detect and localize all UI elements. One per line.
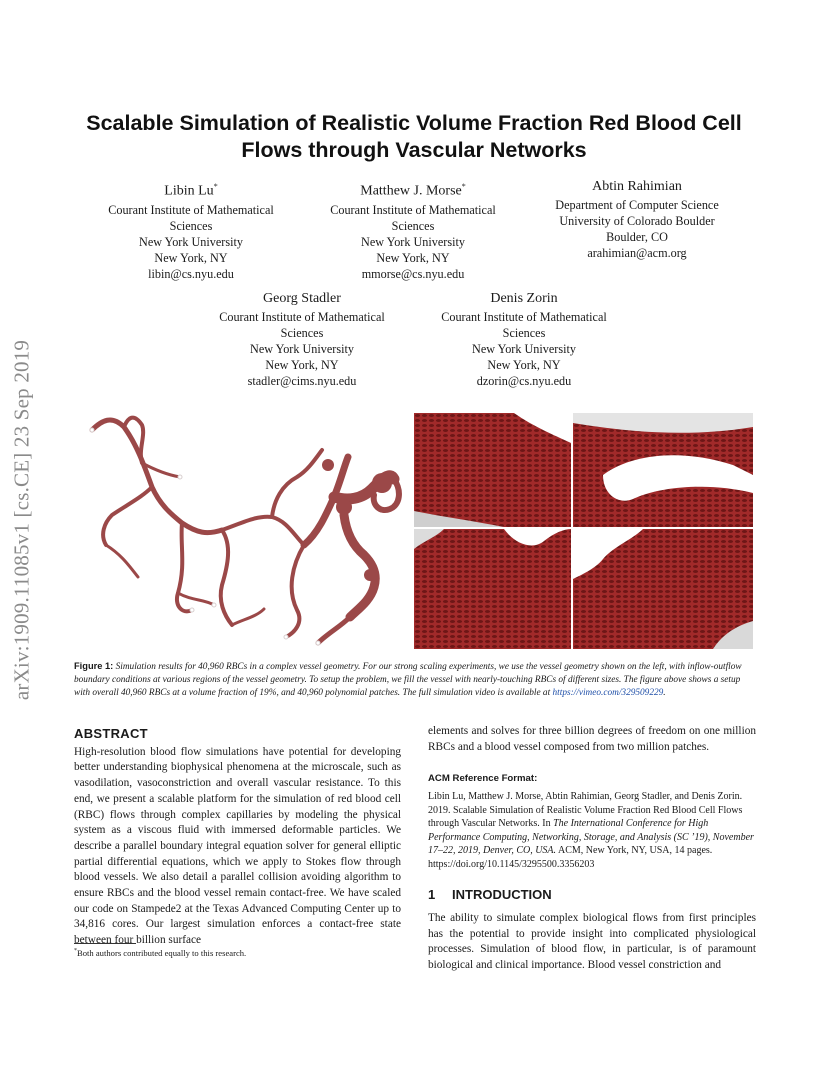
figure-1: [82, 405, 754, 649]
author-email: libin@cs.nyu.edu: [148, 266, 234, 281]
abstract-continued: elements and solves for three billion degrees of freedom on one million RBCs and a blood vessel composed from two million patches.: [428, 725, 756, 753]
title-line-1: Scalable Simulation of Realistic Volume Fraction Red Blood Cell: [86, 111, 742, 135]
author-email: mmorse@cs.nyu.edu: [361, 266, 465, 281]
paper-title: [60, 110, 768, 164]
rbc-closeup-top-left: [414, 413, 571, 527]
title-line-2: Flows through Vascular Networks: [241, 138, 587, 162]
figure-caption: Figure 1: Simulation results for 40,960 RBCs in a complex vessel geometry. For our strong scaling experiments, we use the vessel geometry shown on the left, with inflow-outflow boundary conditions at various regions of the vessel geometry. To setup the problem, we fill the vessel with nearly-touching RBCs of different sizes. The figure above shows a setup with overall 40,960 RBCs at a volume fraction of 19%, and 40,960 polynomial patches. The full simulation video is available at https://vimeo.com/329509229.: [74, 661, 742, 699]
footnote-rule: [74, 943, 136, 944]
video-link[interactable]: https://vimeo.com/329509229: [552, 688, 664, 699]
right-column: [428, 724, 756, 974]
author-5: Denis Zorin Courant Institute of Mathematical Sciences New York University New York, NY dzorin@cs.nyu.edu: [413, 290, 635, 389]
introduction-heading: 1 INTRODUCTION: [428, 887, 552, 903]
abstract-heading: ABSTRACT: [74, 726, 148, 741]
author-2: Matthew J. Morse* Courant Institute of Mathematical Sciences New York University New York, NY mmorse@cs.nyu.edu: [302, 178, 524, 282]
rbc-closeup-bottom-right: [573, 529, 753, 649]
author-4: Georg Stadler Courant Institute of Mathematical Sciences New York University New York, NY stadler@cims.nyu.edu: [191, 290, 413, 389]
footnote: *Both authors contributed equally to this research.: [74, 948, 247, 958]
author-email: dzorin@cs.nyu.edu: [476, 374, 572, 388]
author-email: stadler@cims.nyu.edu: [247, 374, 357, 388]
abstract-text: High-resolution blood flow simulations have potential for developing better understanding biophysical phenomena at the microscale, such as vasodilation, vasoconstriction and overall vascular resistance. To this end, we present a scalable platform for the simulation of red blood cell (RBC) flows through complex capillaries by modeling the physical system as a viscous fluid with immersed deformable particles. We describe a parallel boundary integral equation solver for general elliptic partial differential equations, which we apply to Stokes flow through blood vessels. We also detail a parallel collision avoiding algorithm to ensure RBCs and the blood vessel remain contact-free. We have scaled our code on Stampede2 at the Texas Advanced Computing Center up to 34,816 cores. Our largest simulation enforces a contact-free state between four billion surface: [74, 745, 401, 947]
left-column: [74, 726, 401, 949]
acm-reference-text: Libin Lu, Matthew J. Morse, Abtin Rahimian, Georg Stadler, and Denis Zorin. 2019. Scalable Simulation of Realistic Volume Fraction Red Blood Cell Flows through Vascular Networks. In The International Conference for High Performance Computing, Networking, Storage, and Analysis (SC ’19), November 17–22, 2019, Denver, CO, USA. ACM, New York, NY, USA, 14 pages. https://doi.org/10.1145/3295500.3356203: [428, 791, 754, 870]
figure-label: Figure 1:: [74, 661, 114, 671]
rbc-closeup-bottom-left: [414, 529, 571, 649]
acm-reference-heading: ACM Reference Format:: [428, 773, 538, 785]
author-email: arahimian@acm.org: [587, 246, 687, 260]
vessel-network-image: [82, 405, 412, 649]
introduction-text: The ability to simulate complex biological flows from first principles has the potential to provide insight into complicated physiological processes. Simulation of blood flow, in particular, is of paramount biological and clinical importance. Blood vessel constriction and: [428, 911, 756, 971]
rbc-closeup-top-right: [573, 413, 753, 527]
author-3: Abtin Rahimian Department of Computer Science University of Colorado Boulder Boulder, CO arahimian@acm.org: [526, 178, 748, 261]
author-1: Libin Lu* Courant Institute of Mathematical Sciences New York University New York, NY libin@cs.nyu.edu: [80, 178, 302, 282]
